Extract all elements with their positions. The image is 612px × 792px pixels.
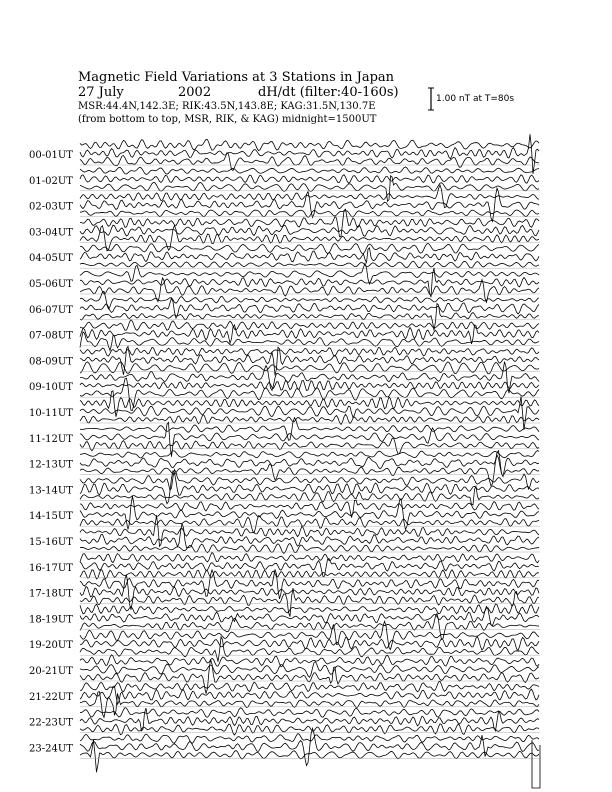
trace-06-07UT-RIK [80,298,539,318]
trace-01-02UT-KAG [80,167,539,174]
row-label-15-16UT: 15-16UT [29,537,73,548]
date-year: 2002 [178,85,212,100]
trace-22-23UT-MSR [80,724,539,735]
row-label-04-05UT: 04-05UT [29,253,73,265]
trace-20-21UT-KAG [80,655,539,667]
row-label-08-09UT: 08-09UT [29,356,73,368]
trace-20-21UT-RIK [80,662,539,678]
trace-09-10UT-KAG [80,362,539,394]
row-label-12-13UT: 12-13UT [29,459,73,471]
station-coordinates: MSR:44.4N,142.3E; RIK:43.5N,143.8E; KAG:31.5N,130.7E [78,101,376,112]
trace-17-18UT-RIK [80,575,539,610]
trace-00-01UT-RIK [80,134,539,174]
trace-14-15UT-MSR [80,516,539,533]
trace-19-20UT-RIK [80,637,539,651]
scale-bar-label: 1.00 nT at T=80s [436,94,515,104]
trace-03-04UT-MSR [80,225,539,250]
row-label-00-01UT: 00-01UT [29,150,73,161]
trace-23-24UT-KAG [80,734,539,743]
row-label-11-12UT: 11-12UT [29,433,73,445]
trace-04-05UT-KAG [80,243,539,253]
trace-03-04UT-KAG [80,209,539,237]
trace-17-18UT-KAG [80,569,539,599]
trace-15-16UT-RIK [80,523,539,547]
trace-21-22UT-RIK [80,686,539,704]
trace-02-03UT-MSR [80,210,539,217]
trace-10-11UT-KAG [80,391,539,417]
row-label-03-04UT: 03-04UT [29,227,73,239]
trace-19-20UT-MSR [80,637,539,662]
chart-title: Magnetic Field Variations at 3 Stations in Japan [78,70,395,85]
trace-00-01UT-KAG [80,139,539,150]
row-label-14-15UT: 14-15UT [29,511,73,523]
row-label-10-11UT: 10-11UT [29,408,73,419]
trace-12-13UT-KAG [80,451,539,458]
row-label-06-07UT: 06-07UT [29,304,73,316]
row-label-05-06UT: 05-06UT [29,279,73,290]
date-day: 27 July [78,85,124,100]
trace-01-02UT-RIK [80,175,539,184]
trace-16-17UT-MSR [80,569,539,579]
row-label-13-14UT: 13-14UT [29,485,73,497]
trace-16-17UT-KAG [80,553,539,563]
trace-05-06UT-KAG [80,263,539,284]
row-label-09-10UT: 09-10UT [29,382,73,394]
trace-21-22UT-KAG [80,681,539,692]
row-label-18-19UT: 18-19UT [29,614,73,626]
trace-08-09UT-MSR [80,362,539,374]
row-label-23-24UT: 23-24UT [29,743,73,755]
trace-22-23UT-KAG [80,708,539,718]
trace-03-04UT-RIK [80,225,539,236]
station-order-note: (from bottom to top, MSR, RIK, & KAG) midnight=1500UT [78,114,377,125]
trace-09-10UT-RIK [80,381,539,391]
trace-14-15UT-RIK [80,496,539,529]
trace-13-14UT-MSR [80,486,539,505]
trace-04-05UT-MSR [80,261,539,268]
row-label-01-02UT: 01-02UT [29,175,73,187]
trace-11-12UT-MSR [80,438,539,454]
trace-07-08UT-KAG [80,320,539,331]
trace-16-17UT-RIK [80,558,539,576]
trace-23-24UT-MSR [80,740,539,773]
row-label-19-20UT: 19-20UT [29,640,73,652]
trace-18-19UT-KAG [80,604,539,614]
row-label-22-23UT: 22-23UT [29,717,73,729]
trace-15-16UT-KAG [80,515,539,546]
row-label-17-18UT: 17-18UT [29,588,73,600]
row-label-02-03UT: 02-03UT [29,201,73,213]
trace-00-01UT-MSR [80,153,539,171]
component-label: dH/dt (filter:40-160s) [258,85,399,100]
trace-18-19UT-RIK [80,606,539,625]
trace-23-24UT-RIK [80,728,539,765]
row-label-21-22UT: 21-22UT [29,691,73,703]
row-label-16-17UT: 16-17UT [29,562,73,574]
trace-08-09UT-KAG [80,347,539,356]
row-label-07-08UT: 07-08UT [29,330,73,342]
trace-12-13UT-MSR [80,455,539,486]
row-label-20-21UT: 20-21UT [29,666,73,677]
